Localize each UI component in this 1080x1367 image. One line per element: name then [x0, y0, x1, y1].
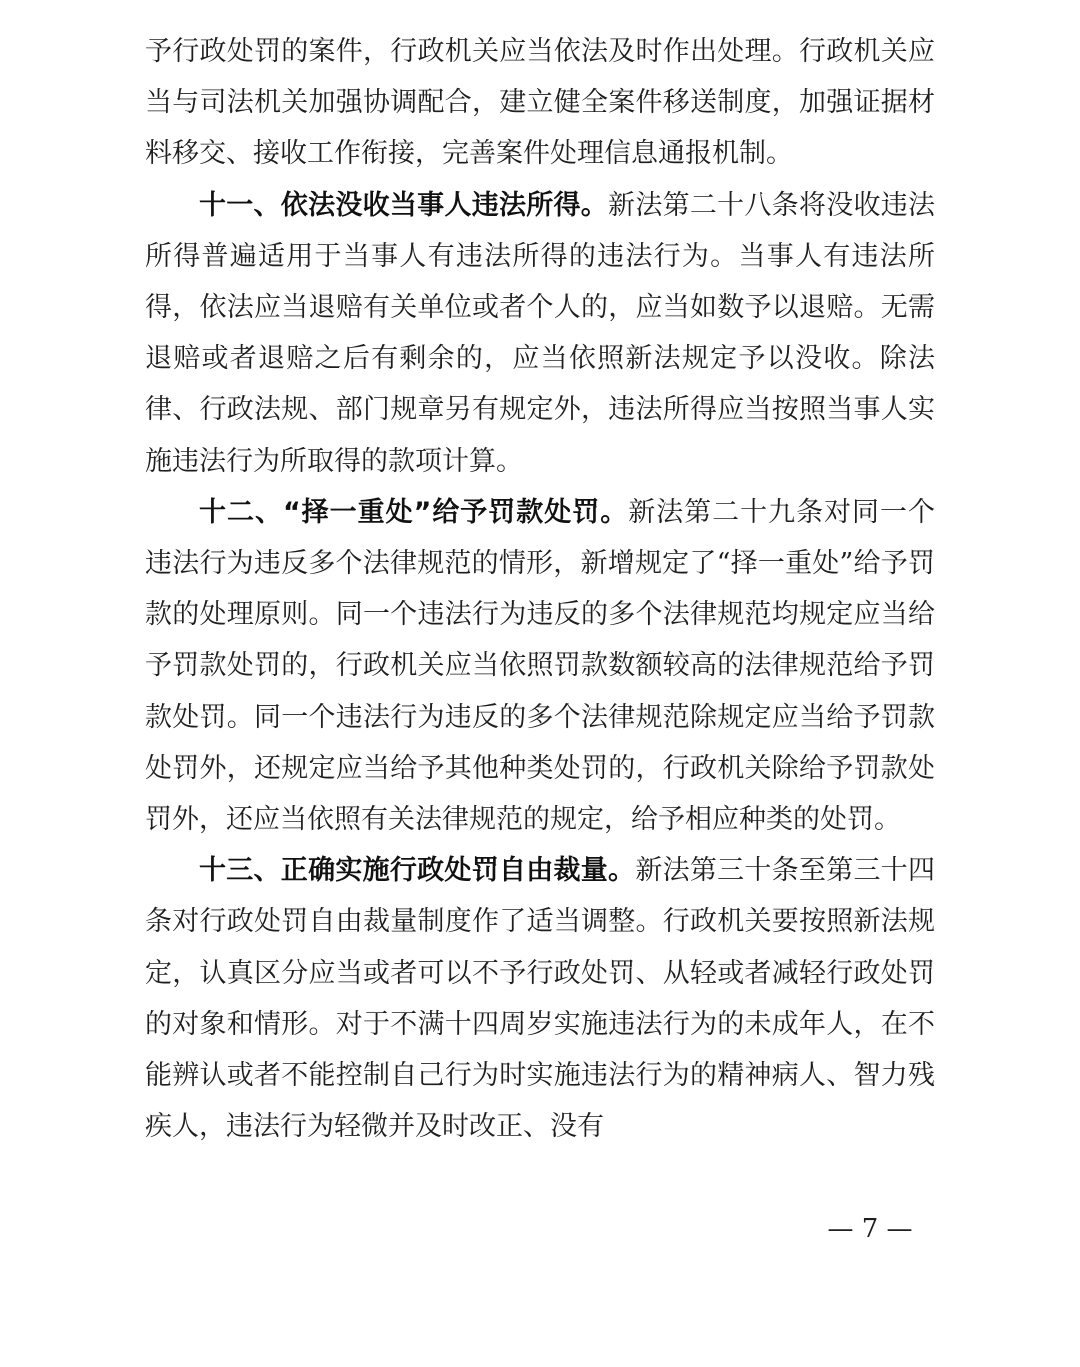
- paragraph-section-11: [145, 180, 935, 487]
- paragraph-text: 新法第三十条至第三十四条对行政处罚自由裁量制度作了适当调整。行政机关要按照新法规定，认真区分应当或者可以不予行政处罚、从轻或者减轻行政处罚的对象和情形。对于不满十四周岁实施违法行为的未成年人，在不能辨认或者不能控制自己行为时实施违法行为的精神病人、智力残疾人，违法行为轻微并及时改正、没有: [145, 855, 936, 1143]
- section-heading-11: 十一、依法没收当事人违法所得。: [199, 189, 609, 221]
- page-number: — 7 —: [827, 1214, 913, 1244]
- paragraph-text: 新法第二十八条将没收违法所得普遍适用于当事人有违法所得的违法行为。当事人有违法所得，依法应当退赔有关单位或者个人的，应当如数予以退赔。无需退赔或者退赔之后有剩余的，应当依照新法规定予以没收。除法律、行政法规、部门规章另有规定外，违法所得应当按照当事人实施违法行为所取得的款项计算。: [145, 189, 936, 477]
- paragraph-section-13: [145, 845, 935, 1152]
- paragraph-continuation: [145, 26, 935, 180]
- paragraph-text: 新法第二十九条对同一个违法行为违反多个法律规范的情形，新增规定了“择一重处”给予罚款的处理原则。同一个违法行为违反的多个法律规范均规定应当给予罚款处罚的，行政机关应当依照罚款数额较高的法律规范给予罚款处罚。同一个违法行为违反的多个法律规范除规定应当给予罚款处罚外，还规定应当给予其他种类处罚的，行政机关除给予罚款处罚外，还应当依照有关法律规范的规定，给予相应种类的处罚。: [145, 496, 935, 836]
- section-heading-13: 十三、正确实施行政处罚自由裁量。: [199, 855, 636, 887]
- paragraph-text: 予行政处罚的案件，行政机关应当依法及时作出处理。行政机关应当与司法机关加强协调配合，建立健全案件移送制度，加强证据材料移交、接收工作衔接，完善案件处理信息通报机制。: [145, 36, 935, 170]
- document-body: [145, 26, 935, 1152]
- paragraph-section-12: [145, 487, 935, 845]
- section-heading-12: 十二、“择一重处”给予罚款处罚。: [199, 496, 629, 528]
